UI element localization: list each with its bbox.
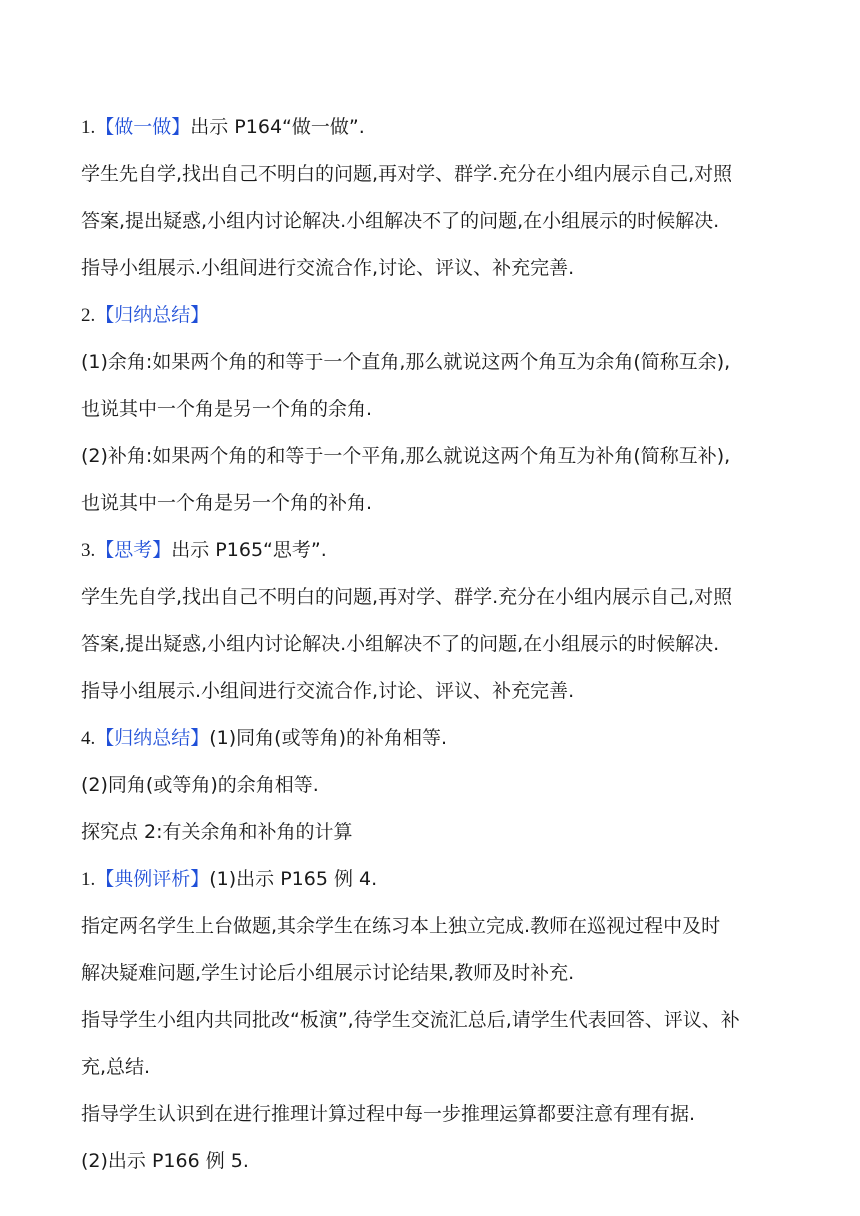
item-number: 4. — [81, 728, 96, 749]
document-body — [81, 104, 781, 1185]
line-text: 出示 P164“做一做”. — [190, 116, 365, 138]
line-text: 指导小组展示.小组间进行交流合作,讨论、评议、补充完善. — [81, 680, 575, 702]
line-text: 也说其中一个角是另一个角的余角. — [81, 398, 373, 420]
line-7 — [81, 386, 781, 433]
line-2 — [81, 151, 781, 198]
line-6 — [81, 339, 781, 386]
line-text: 答案,提出疑惑,小组内讨论解决.小组解决不了的问题,在小组展示的时候解决. — [81, 633, 720, 655]
line-text: 答案,提出疑惑,小组内讨论解决.小组解决不了的问题,在小组展示的时候解决. — [81, 210, 720, 232]
section-tag: 【典例评析】 — [95, 868, 210, 890]
line-text: 出示 P165“思考”. — [171, 539, 327, 561]
line-text: (2)出示 P166 例 5. — [81, 1150, 249, 1172]
line-text: 充,总结. — [81, 1056, 151, 1078]
line-text: 指导学生认识到在进行推理计算过程中每一步推理运算都要注意有理有据. — [81, 1103, 696, 1125]
line-13 — [81, 668, 781, 715]
line-5 — [81, 292, 781, 339]
line-16 — [81, 809, 781, 856]
line-10 — [81, 527, 781, 574]
line-text: (1)出示 P165 例 4. — [209, 868, 378, 890]
line-text: 指定两名学生上台做题,其余学生在练习本上独立完成.教师在巡视过程中及时 — [81, 915, 721, 937]
line-11 — [81, 574, 781, 621]
line-text: 学生先自学,找出自己不明白的问题,再对学、群学.充分在小组内展示自己,对照 — [81, 586, 733, 608]
section-tag: 【思考】 — [95, 539, 172, 561]
line-text: 指导学生小组内共同批改“板演”,待学生交流汇总后,请学生代表回答、评议、补 — [81, 1009, 740, 1031]
section-tag: 【归纳总结】 — [95, 304, 210, 326]
line-text: (1)余角:如果两个角的和等于一个直角,那么就说这两个角互为余角(简称互余), — [81, 351, 731, 373]
line-9 — [81, 480, 781, 527]
line-text: 也说其中一个角是另一个角的补角. — [81, 492, 373, 514]
line-21 — [81, 1044, 781, 1091]
line-1 — [81, 104, 781, 151]
line-22 — [81, 1091, 781, 1138]
line-text: (1)同角(或等角)的补角相等. — [209, 727, 448, 749]
line-14 — [81, 715, 781, 762]
line-12 — [81, 621, 781, 668]
item-number: 2. — [81, 305, 96, 326]
line-text: 指导小组展示.小组间进行交流合作,讨论、评议、补充完善. — [81, 257, 575, 279]
item-number: 3. — [81, 540, 96, 561]
line-3 — [81, 198, 781, 245]
line-23 — [81, 1138, 781, 1185]
line-8 — [81, 433, 781, 480]
line-text: (2)补角:如果两个角的和等于一个平角,那么就说这两个角互为补角(简称互补), — [81, 445, 731, 467]
section-tag: 【归纳总结】 — [95, 727, 210, 749]
line-4 — [81, 245, 781, 292]
line-text: (2)同角(或等角)的余角相等. — [81, 774, 319, 796]
line-19 — [81, 950, 781, 997]
line-text: 学生先自学,找出自己不明白的问题,再对学、群学.充分在小组内展示自己,对照 — [81, 163, 733, 185]
item-number: 1. — [81, 117, 96, 138]
line-18 — [81, 903, 781, 950]
section-tag: 【做一做】 — [95, 116, 191, 138]
line-20 — [81, 997, 781, 1044]
item-number: 1. — [81, 869, 96, 890]
line-text: 解决疑难问题,学生讨论后小组展示讨论结果,教师及时补充. — [81, 962, 575, 984]
line-17 — [81, 856, 781, 903]
section-heading: 探究点 2:有关余角和补角的计算 — [81, 821, 353, 843]
line-15 — [81, 762, 781, 809]
